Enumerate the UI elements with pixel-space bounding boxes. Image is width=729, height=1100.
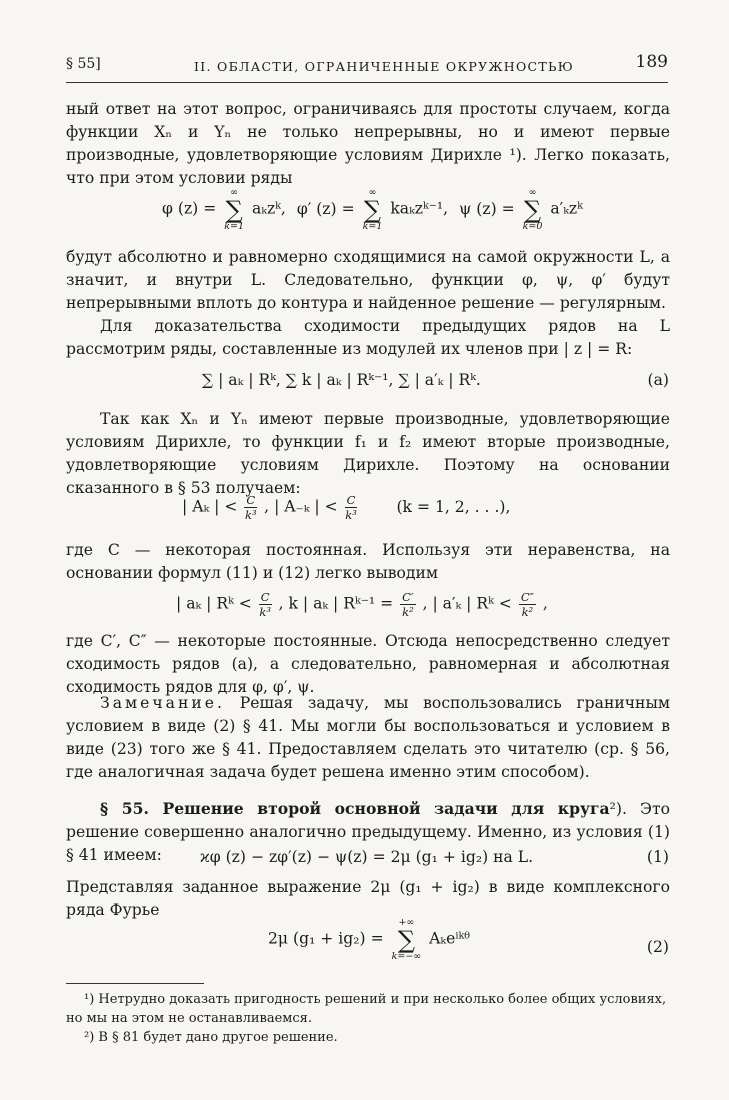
series-psi-lhs: ψ (z) = <box>459 199 515 218</box>
section-heading: § 55. Решение второй основной задачи для круга <box>100 799 610 818</box>
sum-sign: ∞ ∑ k=1 <box>362 187 383 232</box>
paragraph-3: Для доказательства сходимости предыдущих рядов на L рассмотрим ряды, составленные из модулей их членов при | z | = R: <box>66 317 670 358</box>
section-text: ²). Это решение совершенно аналогично предыдущему. Именно, из условия (1) § 41 имеем: <box>66 800 670 864</box>
fraction: $\frac{C}{\text{k³}}$ <box>244 493 257 522</box>
fraction: $\frac{C'}{\text{k²}}$ <box>402 590 414 619</box>
eq2-lhs: 2μ (g₁ + ig₂) = <box>268 929 384 948</box>
footnote-1: ¹) Нетрудно доказать пригодность решений и при несколько более общих условиях, но мы на этом не останавливаемся. <box>66 992 667 1026</box>
estimate-1: | aₖ | Rᵏ < <box>176 594 252 613</box>
formula-label-a: (a) <box>647 371 669 389</box>
paragraph-4: Так как Xₙ и Yₙ имеют первые производные, удовлетворяющие условиям Дирихле, то функции f₁ и f₂ имеют вторые производные, удовлетворяющие условиям Дирихле. Поэтому на основании сказанного в § 53 получаем: <box>66 410 670 497</box>
ineq-left: | Aₖ | < <box>182 497 238 516</box>
footnote-2: ²) В § 81 будет дано другое решение. <box>84 1030 338 1045</box>
formula-label-1: (1) <box>646 848 669 866</box>
sum-sign: ∞ ∑ k=0 <box>522 187 543 232</box>
header-rule <box>66 82 668 83</box>
formula-eq2 <box>268 918 470 961</box>
series-psi-term: a′ₖzᵏ <box>550 199 583 218</box>
fraction: $\frac{C}{\text{k³}}$ <box>345 493 357 522</box>
sum-sign: +∞ ∑ k=−∞ <box>391 917 422 962</box>
ineq-right: (k = 1, 2, . . .), <box>396 497 511 516</box>
fraction: $\frac{C}{\text{k³}}$ <box>259 590 271 619</box>
paragraph-9: Представляя заданное выражение 2μ (g₁ + ig₂) в виде комплексного ряда Фурье <box>66 878 670 919</box>
remark-lead: Замечание. <box>100 694 225 712</box>
series-phi-term: aₖzᵏ, <box>251 199 286 218</box>
estimate-2: , k | aₖ | Rᵏ⁻¹ = <box>278 594 394 613</box>
paragraph-6: где C′, C″ — некоторые постоянные. Отсюда непосредственно следует сходимость рядов (a), а следовательно, равномерная и абсолютная сходимость рядов для φ, φ′, ψ. <box>66 632 670 696</box>
formula-abs-series: ∑ | aₖ | Rᵏ, ∑ k | aₖ | Rᵏ⁻¹, ∑ | a′ₖ | Rᵏ. <box>202 371 481 389</box>
formula-inequalities <box>182 493 510 522</box>
series-dphi-lhs: φ′ (z) = <box>296 199 355 218</box>
header-title: II. ОБЛАСТИ, ОГРАНИЧЕННЫЕ ОКРУЖНОСТЬЮ <box>194 59 574 74</box>
ineq-mid: , | A₋ₖ | < <box>264 497 338 516</box>
paragraph-1: ный ответ на этот вопрос, ограничиваясь для простоты случаем, когда функции Xₙ и Yₙ не только непрерывны, но и имеют первые производные, удовлетворяющие условиям Дирихле ¹). Легко показать, что при этом условии ряды <box>66 100 670 187</box>
formula-eq1: ϰφ (z) − zφ′(z) − ψ(z) = 2μ (g₁ + ig₂) на L. <box>200 848 534 866</box>
footnote-rule <box>66 983 204 984</box>
paragraph-7 <box>66 692 670 784</box>
paragraph-2: будут абсолютно и равномерно сходящимися на самой окружности L, а значит, и внутри L. Следовательно, функции φ, ψ, φ′ будут непрерывными вплоть до контура и найденное решение — регулярным. <box>66 248 670 312</box>
formula-estimates <box>176 590 548 619</box>
running-header <box>66 52 668 78</box>
page-number: 189 <box>635 52 668 72</box>
paragraph-5: где C — некоторая постоянная. Используя эти неравенства, на основании формул (11) и (12) легко выводим <box>66 541 670 582</box>
sum-sign: ∞ ∑ k=1 <box>224 187 245 232</box>
eq2-term: Aₖeⁱᵏᶿ <box>429 929 471 948</box>
fraction: $\frac{C''}{\text{k²}}$ <box>520 590 534 619</box>
formula-series <box>162 188 583 231</box>
estimate-end: , <box>542 594 548 613</box>
series-dphi-term: kaₖzᵏ⁻¹, <box>390 199 449 218</box>
estimate-3: , | a′ₖ | Rᵏ < <box>422 594 512 613</box>
remark-text: Решая задачу, мы воспользовались граничным условием в виде (2) § 41. Мы могли бы воспользоваться и условием в виде (23) того же § 41. Предоставляем сделать это читателю (ср. § 56, где аналогичная задача будет решена именно этим способом). <box>66 694 670 781</box>
formula-label-2: (2) <box>646 938 669 956</box>
series-phi-lhs: φ (z) = <box>162 199 217 218</box>
header-section: § 55] <box>66 56 101 72</box>
